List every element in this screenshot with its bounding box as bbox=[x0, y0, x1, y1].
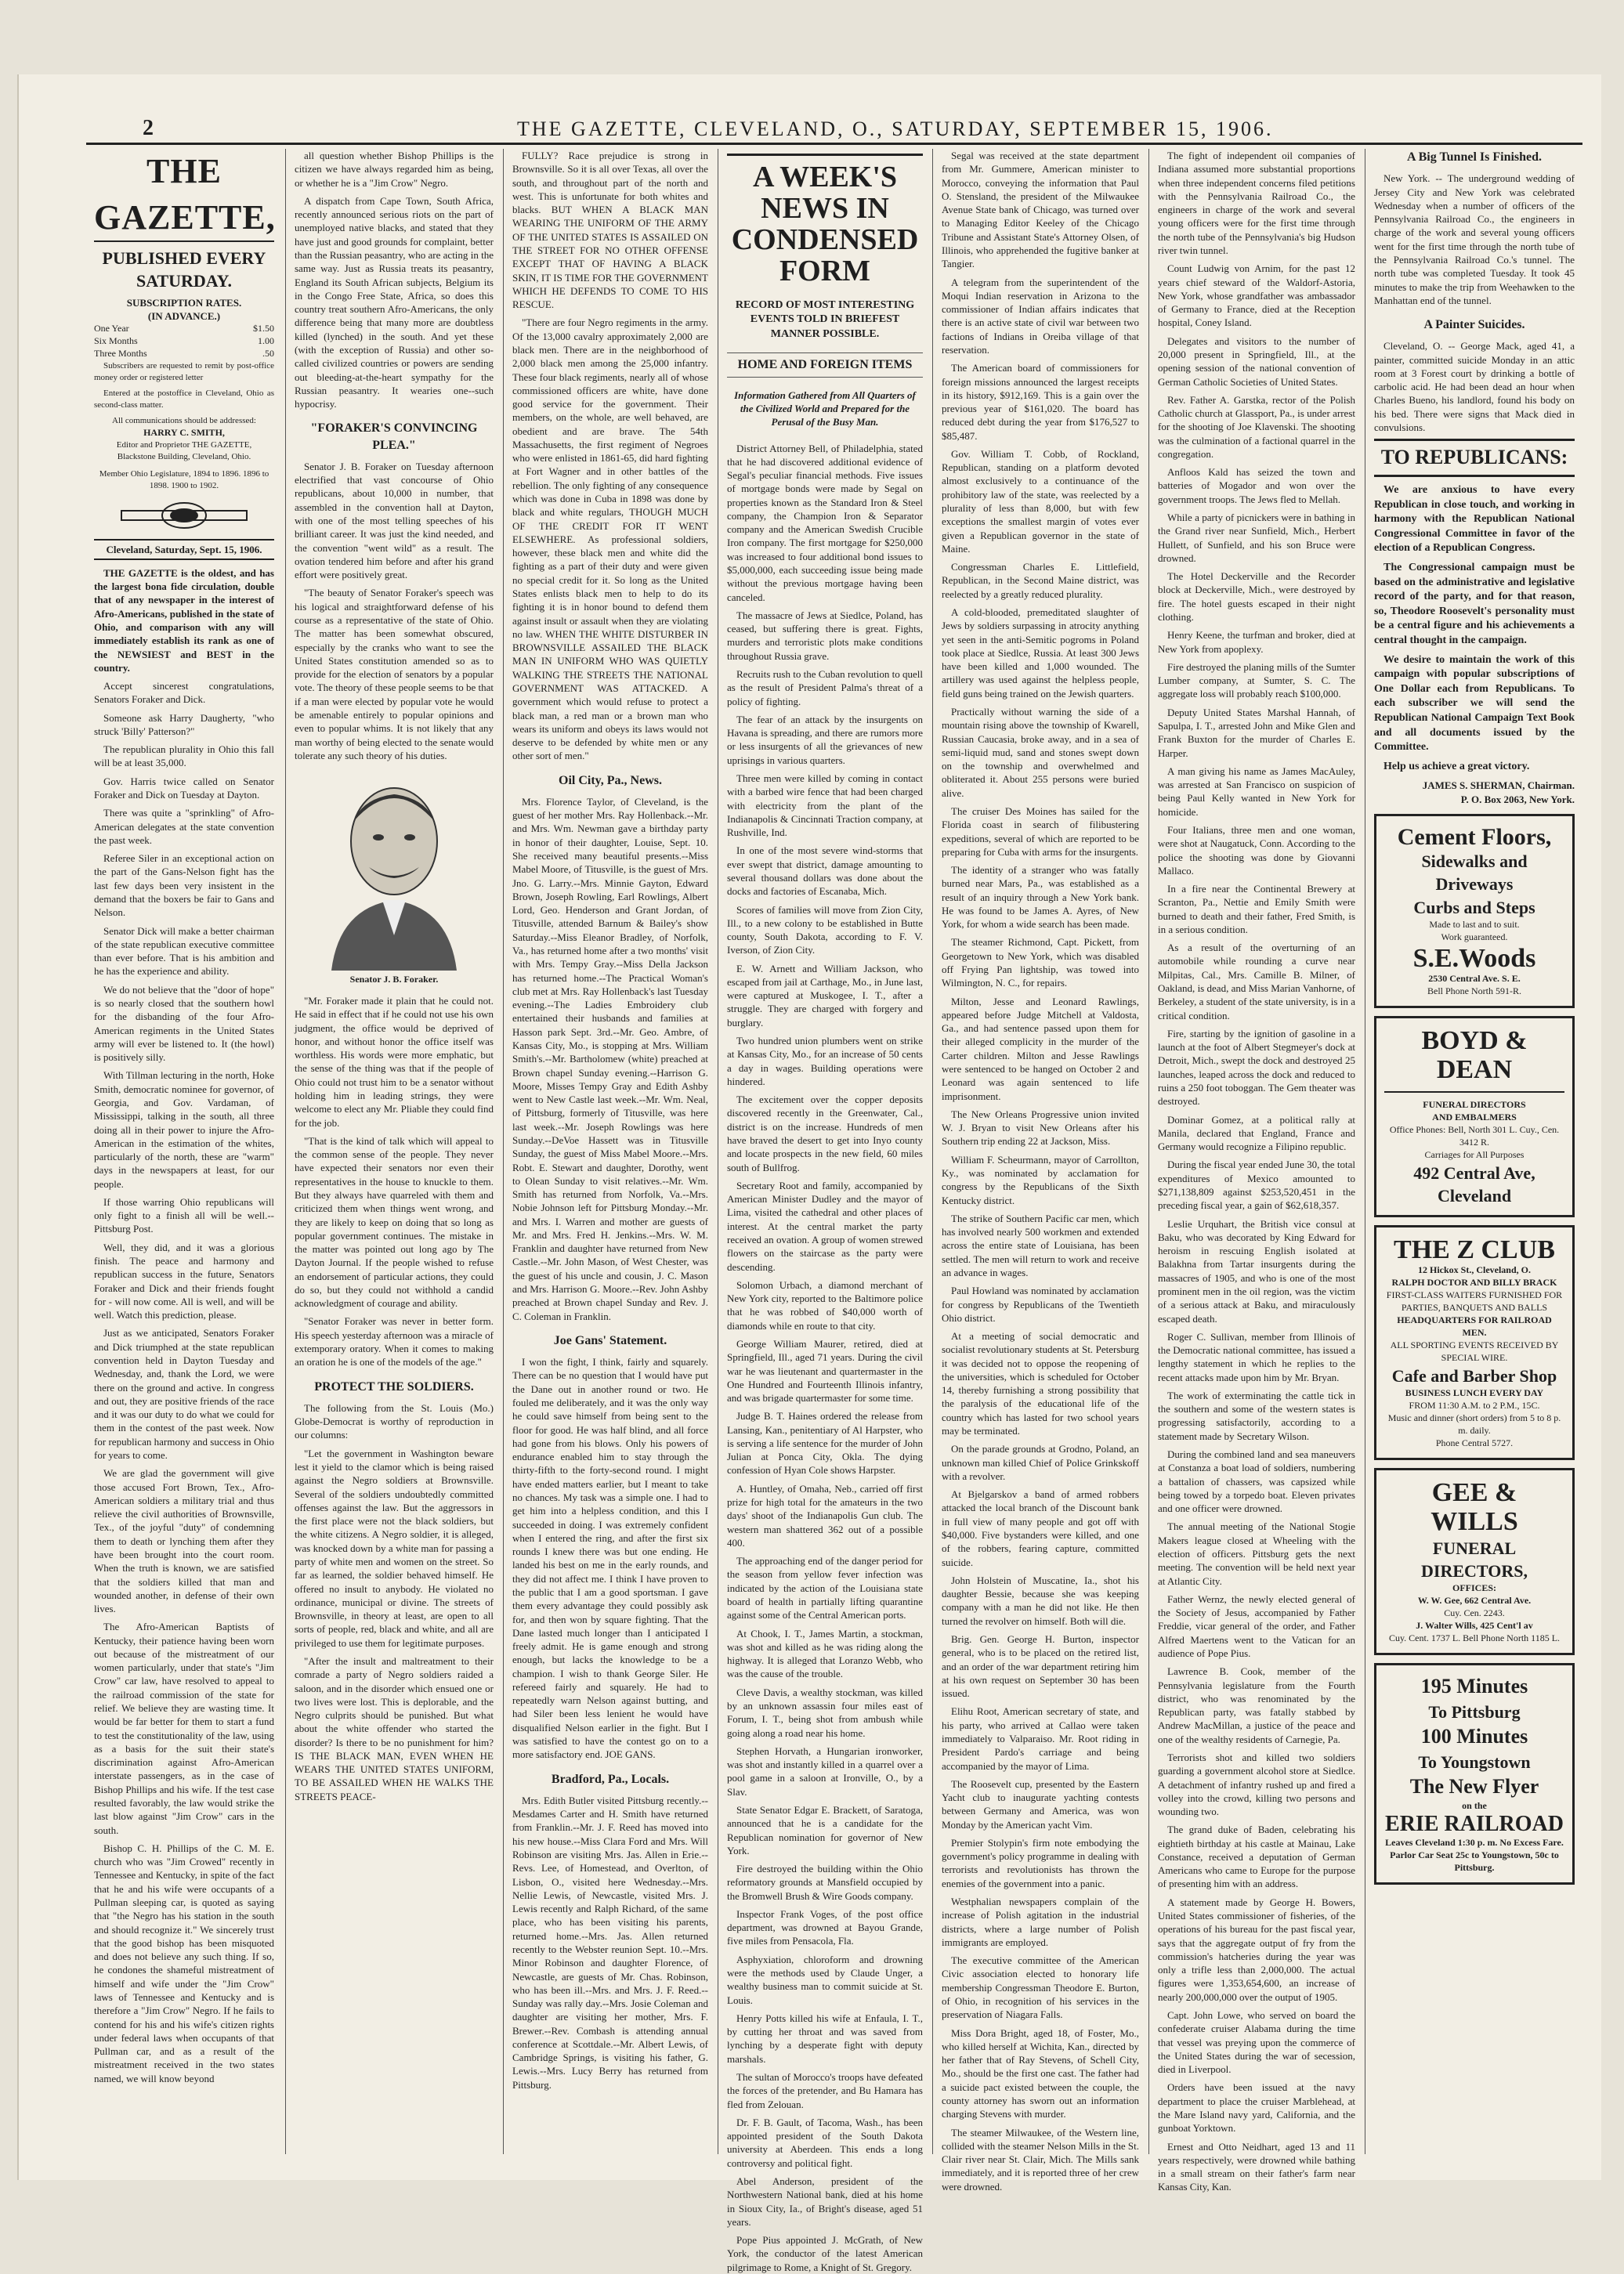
news-item: Lawrence B. Cook, member of the Pennsylvania legislature from the Fourth district, who was renominated by the Republican party, was fatally stabbed by Andrew MacMillan, a justice of the peace and one of the wealthy residents of Carnegie, Pa. bbox=[1158, 1665, 1355, 1745]
article-paragraph: "That is the kind of talk which will appeal to the common sense of the people. They never have expected their senators nor even their representatives in the house to knuckle to them. But they always have quarreled with them and criticized them when things went wrong, and they are likely to keep on doing that so long as popular government continues. The mistake in the matter was pointed out long ago by The Dayton Journal. If the people wished to refuse an endorsement of particular actions, they could do so, but they could not withhold a candid acknowledgment of courage and ability. bbox=[295, 1134, 494, 1310]
article-paragraph: Mrs. Florence Taylor, of Cleveland, is the guest of her mother Mrs. Ray Hollenback.--Mr. and Mrs. Wm. Newman gave a birthday party in honor of their daughter, Louise, Sept. 10. She received many beautiful presents.--Miss Mabel Moore, of Titusville, is the guest of Mrs. Jno. G. Larry.--Mrs. Minnie Gayton, Edward Brown, Joseph Rowling, Earl Rowlings, Albert Lord, Geo. Henderson and Grant Jordan, of Titusville, attended Barnum & Bailey's show Saturday.--Miss Eleanor Bradley, of Norfolk, Va., has returned home after a two months' visit with Mrs. Tempy Gray.--Miss Della Jackson has returned home.--The Practical Woman's club met at Mrs. Ray Hollenback's last Tuesday evening.--The Ladies Embroidery club entertained their husbands and families at Hasson park Sept. 3rd.--Mr. Geo. Ambre, of Kansas City, Mo., is stopping at Mrs. William Smith's.--Mr. Bartholomew (white) preached at Brown chapel Sunday evening.--Harrison G. Moore, Misses Tempy Gray and Edith Ashby went to New Castle last week.--Mr. Wm. Neal, of Pittsburg, formerly of Titusville, was here last week.--Mr. Joseph Rowlings was here Sunday.--DeVoe Hassett was in Titusville Sunday, the guest of Miss Mabel Moore.--Mrs. Robt. E. Stewart and daughter, Dorothy, went to Olean Sunday to visit relatives.--Mr. Wm. Smith has returned from Norfolk, Va.--Mrs. Nobie Johnson left for Pittsburg Monday.--Mr. and Mrs. I. Warren and mother are guests of Mr. and Mrs. Fred H. Jenkins.--Mrs. W. M. Franklin and daughter have returned from New Castle.--Mr. John Mason, of West Chester, was the guest of his uncle and cousin, J. C. Mason and Mrs. Harrison G. Moore.--Rev. John Ashby preached at Brown chapel Sunday and Rev. J. C. Coleman in Franklin. bbox=[512, 795, 708, 1322]
article-paragraph: The following from the St. Louis (Mo.) Globe-Democrat is worthy of reproduction in our columns: bbox=[295, 1401, 494, 1441]
column-3 bbox=[512, 149, 708, 2154]
bradford-headline: Bradford, Pa., Locals. bbox=[551, 1772, 670, 1786]
cement-ad: Cement Floors, Sidewalks and Driveways Curbs and Steps Made to last and to suit. Work guaranteed. S.E.Woods 2530 Central Ave. S. E. Bell Phone North 591-R. bbox=[1374, 814, 1575, 1008]
news-item: The American board of commissioners for foreign missions announced the largest receipts in its history, $912,169. This is a gain over the previous year of $161,020. The board has reduced debt during the year from $176,527 to $85,487. bbox=[942, 362, 1139, 442]
soldiers-headline: PROTECT THE SOLDIERS. bbox=[314, 1379, 474, 1394]
news-item: The annual meeting of the National Stogie Makers league closed at Wheeling with the election of officers. Pittsburg gets the next meeting. The convention will be held next year at Atlantic City. bbox=[1158, 1520, 1355, 1587]
editorial-paragraph: Bishop C. H. Phillips of the C. M. E. church who was "Jim Crowed" recently in Tennessee and Kentucky, in spite of the fact that he and his wife were occupants of a Pullman sleeping car, is quoted as saying that "the Negro has his station in the south and should recognize it." We sincerely trust that the good bishop has been misquoted and does not believe any such thing. If so, he condones the shameful mistreatment of himself and wife under the "Jim Crow" laws of Tennessee and Kentucky and is therefore a "Jim Crow" Negro. If he fails to contend for his and his wife's citizen rights under federal laws when occupants of that Pullman car, and as a result of the mistreatment received in the two states named, we will know beyond bbox=[94, 1842, 274, 2084]
news-item: District Attorney Bell, of Philadelphia, stated that he had discovered additional evidence of Segal's peculiar financial methods. Five issues of mortgage bonds were made by Segal on properties known as the Standard Iron & Steel company, the Champion Iron & Separator company and the American Swedish Crucible Iron company. The first mortgage for $250,000 was increased to four additional bond issues to $5,000,000, each succeeding issue being made without the previous mortgage having been canceled. bbox=[727, 442, 923, 603]
news-item: Fire destroyed the planing mills of the Sumter Lumber company, at Sumter, S. C. The aggregate loss will probably reach $100,000. bbox=[1158, 660, 1355, 700]
news-item: The excitement over the copper deposits discovered recently in the Greenwater, Cal., district is on the increase. Hundreds of men have braved the desert to get into Inyo county and locate prospects in the new field, 60 miles south of Bullfrog. bbox=[727, 1094, 923, 1173]
news-item: William F. Scheurmann, mayor of Carrollton, Ky., was nominated by acclamation for congress by the Republicans of the Sixth Kentucky district. bbox=[942, 1153, 1139, 1206]
editorial-paragraph: Well, they did, and it was a glorious finish. The peace and harmony and republican success in the future, Senators Foraker and Dick and their friends fought for - will now come. All is well, and will be well. Watch this prediction, please. bbox=[94, 1241, 274, 1321]
news-item: Two hundred union plumbers went on strike at Kansas City, Mo., for an increase of 50 cents a day in wages. Building operations were hindered. bbox=[727, 1035, 923, 1087]
news-item: Fire, starting by the ignition of gasoline in a launch at the foot of Albert Stegmeyer's dock at Detroit, Mich., swept the dock and destroyed 25 launches, leaped across the dock and reduced to ruins a 250 foot toboggan. The Gem theater was destroyed. bbox=[1158, 1027, 1355, 1108]
gazette-subtitle: PUBLISHED EVERY SATURDAY. bbox=[102, 248, 266, 291]
news-item: The approaching end of the danger period for the season from yellow fever infection was indicated by the action of the Louisiana state board of health in partially lifting quarantine against some of the Central American ports. bbox=[727, 1555, 923, 1621]
news-item: Rev. Father A. Garstka, rector of the Polish Catholic church at Glassport, Pa., is under arrest for the shooting of Joe Klavenski. The shooting was the culmination of a factional quarrel in the congregation. bbox=[1158, 393, 1355, 460]
news-item: The strike of Southern Pacific car men, which has involved nearly 500 workmen and extended across the entire state of Louisiana, has been settled. The men will return to work and receive an advance in wages. bbox=[942, 1212, 1139, 1278]
article-paragraph: FULLY? Race prejudice is strong in Brownsville. So it is all over Texas, all over the south, and throughout part of the north and west. This is unfortunate for both whites and blacks. BUT WHEN A BLACK MAN WEARING THE UNIFORM OF THE ARMY OF THE UNITED STATES IS ASSAILED ON THE STREET FOR NO OTHER OFFENSE EXCEPT THAT OF HAVING A BLACK SKIN, IT IS TIME FOR THE GOVERNMENT WHICH HE DEFENDS TO COME TO HIS RESCUE. bbox=[512, 150, 708, 311]
news-item: Fire destroyed the building within the Ohio reformatory grounds at Mansfield occupied by the Bromwell Brush & Wire Goods company. bbox=[727, 1863, 923, 1902]
news-item: Three men were killed by coming in contact with a barbed wire fence that had been charged with electricity from the plant of the Indianapolis & Cincinnati Traction company, at Rushville, Ind. bbox=[727, 772, 923, 839]
news-item: Gov. William T. Cobb, of Rockland, Republican, standing on a platform devoted almost exclusively to a continuance of the prohibitory law of the state, was reelected by a plurality of less than 8,000, but with few exceptions the smallest margin of votes ever given a Republican governor in the state of Maine. bbox=[942, 447, 1139, 555]
news-item: The cruiser Des Moines has sailed for the Florida coast in search of filibustering expeditions, several of which are reported to be preparing for Cuba with arms for the insurgents. bbox=[942, 804, 1139, 858]
column-divider bbox=[1148, 149, 1149, 2154]
news-item: The fight of independent oil companies of Indiana assumed more substantial proportions when three independent concerns filed petitions with the Pennsylvania Railroad Co., the engineers in charge of the work and several young officers were for the first time through the north tube of the Pennsylvania's big Hudson river twin tunnel. bbox=[1158, 150, 1355, 256]
republicans-paragraph: We desire to maintain the work of this campaign with popular subscriptions of One Dollar each from Republicans. To each subscriber we will send the Republican National Campaign Text Book and all documents issued by the Committee. bbox=[1374, 653, 1575, 754]
news-item: The New Orleans Progressive union invited W. J. Bryan to visit New Orleans after his Southern trip ending 22 at Jackson, Miss. bbox=[942, 1108, 1139, 1148]
article-paragraph: "After the insult and maltreatment to their comrade a party of Negro soldiers raided a saloon, and in the disorder which ensued one or two lives were lost. This is deplorable, and the Negro culprits should be punished. But what about the white offender who started the disorder? Is there to be no punishment for him? IS THE BLACK MAN, EVEN WHEN HE WEARS THE UNITED STATES UNIFORM, TO BE ASSAILED WHEN HE WALKS THE STREETS PEACE- bbox=[295, 1654, 494, 1802]
article-paragraph: Mrs. Edith Butler visited Pittsburg recently.--Mesdames Carter and H. Smith have returned from Franklin.--Mr. J. F. Reed has moved into his new house.--Miss Clara Ford and Mrs. Will Robinson are visiting Mrs. Jas. Allen in Erie.--Revs. Lee, of Homestead, and Overlton, of Lisbon, O., visited here Wednesday.--Mrs. Nellie Lewis, of Newcastle, visited Mrs. J. Lewis recently and Ralph Richard, of the same place, who has been visiting his parents, returned home.--Mrs. Jas. Allen returned recently to the Webster reunion Sept. 10.--Mrs. Minor Robinson and daughter Florence, of Newcastle, are guests of Mr. Chas. Robinson, who has been ill.--Mrs. and Mrs. J. F. Reed.--Sunday was rally day.--Mrs. Josie Coleman and daughter are visiting her mother, Mrs. F. Brewer.--Rev. Combash is attending annual conference at Scottdale.--Mr. Albert Lewis, of Cambridge Springs, is visiting his father, G. Lewis.--Mrs. Lucy Berry has returned from Pittsburg. bbox=[512, 1794, 708, 2091]
boyd-dean-ad: BOYD & DEAN FUNERAL DIRECTORS AND EMBALMERS Office Phones: Bell, North 301 L. Cuy., Cen. 3412 R. Carriages for All Purposes 492 Central Ave, Cleveland bbox=[1374, 1016, 1575, 1217]
news-item: Paul Howland was nominated by acclamation for congress by Republicans of the Twentieth Ohio district. bbox=[942, 1285, 1139, 1324]
editor-address: Blackstone Building, Cleveland, Ohio. bbox=[117, 451, 251, 461]
news-item: Miss Dora Bright, aged 18, of Foster, Mo., who killed herself at Wichita, Kan., directed by her father that of Ray Stevens, of Schell City, Mo., should be the first one cast. The father had a suicide pact existed between the couple, the county attorney has sworn out an information charging Stevens with murder. bbox=[942, 2026, 1139, 2120]
news-item: At Chook, I. T., James Martin, a stockman, was shot and killed as he was riding along the highway. It is alleged that Loranzo Webb, who was the cause of the trouble. bbox=[727, 1627, 923, 1680]
news-item: Practically without warning the side of a mountain rising above the township of Kwarell, Russian Caucasia, broke away, and in a sea of semi-liquid mud, sand and stones swept down on the township and overwhelmed and obliterated it. About 255 persons were buried alive. bbox=[942, 705, 1139, 799]
column-divider bbox=[503, 149, 504, 2154]
editorial-paragraph: The republican plurality in Ohio this fall will be at least 35,000. bbox=[94, 743, 274, 769]
editorial-paragraph: If those warring Ohio republicans will only fight to a finish all will be well.--Pittsburg Post. bbox=[94, 1195, 274, 1235]
news-item: The identity of a stranger who was fatally burned near Mars, Pa., was established as a result of an inquiry through a New York bank. He was found to be James A. Ayres, of New York, for whom a wide search has been made. bbox=[942, 864, 1139, 931]
republicans-paragraph: Help us achieve a great victory. bbox=[1383, 760, 1530, 772]
editorial-paragraph: With Tillman lecturing in the north, Hoke Smith, democratic nominee for governor, of Georgia, and Gov. Vardaman, of Mississippi, talking in the south, all three doing all in their power to injure the Afro-American in the estimation of the whites, particularly of the north, these are "warm" days in the newspapers at least, for our people. bbox=[94, 1069, 274, 1190]
news-item: Congressman Charles E. Littlefield, Republican, in the Second Maine district, was reelected by a greatly reduced plurality. bbox=[942, 561, 1139, 600]
column-6 bbox=[1158, 149, 1355, 2193]
editorial-paragraph: Gov. Harris twice called on Senator Foraker and Dick on Tuesday at Dayton. bbox=[94, 775, 274, 801]
republicans-paragraph: The Congressional campaign must be based on the administrative and legislative record of the party, and for that reason, so, Theodore Roosevelt's personality must be a central figure and his achievements a central thought in the campaign. bbox=[1374, 561, 1575, 646]
portrait-caption: Senator J. B. Foraker. bbox=[349, 974, 439, 985]
news-item: Segal was received at the state department from Mr. Gummere, American minister to Morocco, conveying the information that Paul O. Stensland, the president of the Milwaukee Avenue State bank of Chicago, was turned over to Managing Editor Keeley of the Chicago Tribune and Assistant State's Attorney Olsen, of Illinois, who apprehended the fugitive banker at Tangier. bbox=[942, 150, 1139, 270]
news-item: Asphyxiation, chloroform and drowning were the methods used by Claude Unger, a wealthy business man to commit suicide at St. Louis. bbox=[727, 1953, 923, 2006]
news-intro: Information Gathered from All Quarters of the Civilized World and Prepared for the Perusal of the Busy Man. bbox=[734, 389, 916, 428]
news-item: The executive committee of the American Civic association elected to honorary life membership Congressman Theodore E. Burton, of Ohio, in recognition of his services in the preservation of Niagara Falls. bbox=[942, 1954, 1139, 2021]
news-item: Cleveland, O. -- George Mack, aged 41, a painter, committed suicide Monday in an attic room at 3 Forest court by drinking a bottle of carbolic acid. He had been dead an hour when Charles Bueno, his landlord, found his body on his bed. There were signs that Mack died in convulsions. bbox=[1374, 340, 1575, 434]
article-paragraph: "Mr. Foraker made it plain that he could not. He said in effect that if he could not use his own judgment, the office would be deprived of honor, and without honor the office itself was worthless. His words were more emphatic, but the sense of the thing was that if the people of Ohio could not trust him to be a senator without holding him in leading strings, they were welcome to elect any Mr. Pliable they could find for the job. bbox=[295, 995, 494, 1129]
news-item: The massacre of Jews at Siedlce, Poland, has ceased, but suffering there is great. Fights, murders and terroristic plots make conditions throughout Russia grave. bbox=[727, 609, 923, 662]
news-item: The sultan of Morocco's troops have defeated the forces of the pretender, and Bu Hamara has fled from Zelouan. bbox=[727, 2071, 923, 2110]
article-paragraph: all question whether Bishop Phillips is the citizen we have always regarded him as being, or whether he is a "Jim Crow" Negro. bbox=[295, 150, 494, 189]
news-item: Capt. John Lowe, who served on board the confederate cruiser Alabama during the time that vessel was preying upon the commerce of the United States during the war of secession, died in Liverpool. bbox=[1158, 2009, 1355, 2076]
erie-railroad-ad: 195 Minutes To Pittsburg 100 Minutes To Youngstown The New Flyer on the ERIE RAILROAD Leaves Cleveland 1:30 p. m. No Excess Fare. Parlor Car Seat 25c to Youngstown, 50c to Pittsburg. bbox=[1374, 1663, 1575, 1885]
news-item: Dr. F. B. Gault, of Tacoma, Wash., has been appointed president of the South Dakota university at Aberdeen. This ends a long controversy and political fight. bbox=[727, 2116, 923, 2169]
news-headline: A WEEK'S NEWS IN CONDENSED FORM bbox=[727, 154, 923, 287]
news-item: Brig. Gen. George H. Burton, inspector general, who is to be placed on the retired list, and an order of the war department retiring him at his own request on September 30 has been issued. bbox=[942, 1632, 1139, 1700]
news-item: Recruits rush to the Cuban revolution to quell as the result of President Palma's threat of a policy of fighting. bbox=[727, 668, 923, 707]
editorial-paragraph: Referee Siler in an exceptional action on the part of the Gans-Nelson fight has the last few days been very insistent in the demand that the boxers be fair to Gans and Nelson. bbox=[94, 852, 274, 919]
editorial-paragraph: We do not believe that the "door of hope" is so nearly closed that the southern howl for the disbanding of the four Afro-American regiments in the United States army will ever be listened to. It (the howl) is positively silly. bbox=[94, 983, 274, 1064]
editorial-items bbox=[94, 679, 274, 2085]
z-club-ad: THE Z CLUB 12 Hickox St., Cleveland, O. RALPH DOCTOR AND BILLY BRACK FIRST-CLASS WAITERS FURNISHED FOR PARTIES, BANQUETS AND BALLS HEADQUARTERS FOR RAILROAD MEN. ALL SPORTING EVENTS RECEIVED BY SPECIAL WIRE. Cafe and Barber Shop BUSINESS LUNCH EVERY DAY FROM 11:30 A.M. to 2 P.M., 15C. Music and dinner (short orders) from 5 to 8 p. m. daily. Phone Central 5727. bbox=[1374, 1225, 1575, 1460]
gans-headline: Joe Gans' Statement. bbox=[553, 1333, 667, 1347]
page-number: 2 bbox=[143, 116, 154, 140]
date-line: Cleveland, Saturday, Sept. 15, 1906. bbox=[94, 539, 274, 560]
news-item: Four Italians, three men and one woman, were shot at Naugatuck, Conn. According to the police the shooting was done by Giovanni Mallaco. bbox=[1158, 823, 1355, 877]
news-item: Henry Potts killed his wife at Enfaula, I. T., by cutting her throat and was saved from lynching by a desperate fight with deputy marshals. bbox=[727, 2012, 923, 2065]
rate-row: Three Months .50 bbox=[94, 348, 274, 359]
news-item: Stephen Horvath, a Hungarian ironworker, was shot and instantly killed in a quarrel over a pool game in a saloon at Ironville, O., by a Slav. bbox=[727, 1744, 923, 1798]
trades-union-seal-icon bbox=[121, 500, 247, 531]
news-item: Orders have been issued at the navy department to place the cruiser Marblehead, at the Mare Island navy yard, California, and the gunboat Yorktown. bbox=[1158, 2081, 1355, 2135]
news-item: The work of exterminating the cattle tick in the southern and some of the western states is progressing satisfactorily, according to a statement made by Secretary Wilson. bbox=[1158, 1389, 1355, 1442]
news-item: The grand duke of Baden, celebrating his eightieth birthday at his castle at Mainau, Lake Constance, received a deputation of German Americans who came to Europe for the purpose of presenting him with an address. bbox=[1158, 1824, 1355, 1890]
news-item: Judge B. T. Haines ordered the release from Lansing, Kan., penitentiary of Al Harpster, who is serving a life sentence for the murder of John Julian at Ponca City, Okla. The dying confession of Hyan Cole shows Harpster. bbox=[727, 1410, 923, 1477]
article-paragraph: "Senator Foraker was never in better form. His speech yesterday afternoon was a miracle of extemporary oratory. When it comes to making an oration he is one of the models of the age." bbox=[295, 1315, 494, 1368]
column-2 bbox=[295, 149, 494, 2154]
article-paragraph: "There are four Negro regiments in the army. Of the 13,000 cavalry approximately 2,000 are black men. There are in the neighborhood of 2,000 black men among the 25,000 infantry. These four black regiments, nearly all of whose commissioned officers are white, have done good service for the government. Their members, on the whole, are well behaved, are obedient and are brave. The 54th Massachusetts, the first regiment of Negroes who were enlisted in 1861-65, did hard fighting at Fort Wagner and in other battles of the rebellion. The only fighting of any consequence which was done in Cuba in 1898 was done by black and white regulars, THOUGH MUCH OF THE CREDIT FOR IT WENT ELSEWHERE. As professional soldiers, however, these black men and white did the fighting as a part of their duty and were given no special credit for it. So long as the United States enlists black men to help to do its fighting it is in honor bound to defend them against insult or assault when they are violating no law. WHEN THE WHITE DISTURBER IN BROWNSVILLE ASSAILED THE BLACK MAN IN UNIFORM WHO WAS QUIETLY WALKING THE STREETS THE NATIONAL GOVERNMENT WAS ATTACKED. A government which would refuse to protect a black man, a red man or a brown man who wears its uniform and obeys its laws would not deserve to be defended by white men or any other sort of men." bbox=[512, 316, 708, 762]
news-item: Abel Anderson, president of the Northwestern National bank, died at his home in Sioux City, Ia., of Bright's disease, aged 51 years. bbox=[727, 2175, 923, 2228]
senator-portrait-icon bbox=[300, 767, 488, 971]
article-paragraph: "The beauty of Senator Foraker's speech was his logical and straightforward defense of his course as a representative of the state of Ohio. The matter has been somewhat obscured, especially by the cranks who want to see the United States constitution amended so as to provide for the election of senators by a popular vote. The theory of these people seems to be that if a man were elected by popular vote he would be amenable entirely to popular opinions and even to popular whims. It is not likely that any man worthy of being elected to the senate would tolerate any such theory of his duties. bbox=[295, 587, 494, 761]
editor-name: HARRY C. SMITH, bbox=[143, 427, 225, 439]
column-5 bbox=[942, 149, 1139, 2193]
news-item: Cleve Davis, a wealthy stockman, was killed by an unknown assassin four miles east of Forum, I. T., being shot from ambush while going along a road near his home. bbox=[727, 1686, 923, 1739]
gazette-info-box bbox=[94, 149, 274, 674]
news-item: On the parade grounds at Grodno, Poland, an unknown man killed Chief of Police Grinkskoff with a revolver. bbox=[942, 1443, 1139, 1482]
gee-wills-ad: GEE & WILLS FUNERAL DIRECTORS, OFFICES: W. W. Gee, 662 Central Ave. Cuy. Cen. 2243. J. Walter Wills, 425 Cent'l av Cuy. Cent. 1737 L. Bell Phone North 1185 L. bbox=[1374, 1468, 1575, 1655]
foraker-headline: "FORAKER'S CONVINCING PLEA." bbox=[310, 421, 478, 452]
column-divider bbox=[932, 149, 933, 2154]
news-item: Roger C. Sullivan, member from Illinois of the Democratic national committee, has issued a lengthy statement in which he replies to the recent attacks made upon him by Mr. Bryan. bbox=[1158, 1330, 1355, 1383]
news-item: Count Ludwig von Arnim, for the past 12 years chief steward of the Waldorf-Astoria, New York, whose grandfather was ambassador of Germany to France, died at the Reception hospital, Coney Island. bbox=[1158, 262, 1355, 329]
news-item: As a result of the overturning of an automobile while rounding a curve near Milpitas, Cal., Mrs. Camille B. Milner, of Oakland, is dead, and Miss Marian Vanhorne, of Berkeley, a student of the state university, is in a critical condition. bbox=[1158, 942, 1355, 1021]
news-item: At Bjelgarskov a band of armed robbers attacked the local branch of the Discount bank in full view of many people and got off with $40,000. Five bystanders were killed, and one of the robbers, fearing capture, committed suicide. bbox=[942, 1488, 1139, 1568]
article-paragraph: Senator J. B. Foraker on Tuesday afternoon electrified that vast concourse of Ohio republicans, about 10,000 in number, that assembled in the convention hall at Dayton, with one of the most telling speeches of his brilliant career. It was just the kind needed, and the convention "went wild" as a result. The ovation tendered him before and after his grand effort were positively great. bbox=[295, 460, 494, 581]
news-item: A statement made by George H. Bowers, United States commissioner of fisheries, of the operations of his bureau for the past fiscal year, says that the aggregate output of fry from the commission's hatcheries during the year was only a trifle less than 2,000,000. The actual figures were 1,353,654,600, an increase of nearly 200,000,000 over the output of 1905. bbox=[1158, 1896, 1355, 2003]
news-item: The steamer Richmond, Capt. Pickett, from Georgetown to New York, which was disabled off Frying Pan lightship, was towed into Wilmington, N. C., for repairs. bbox=[942, 936, 1139, 989]
column-7 bbox=[1374, 149, 1575, 2154]
news-item: A telegram from the superintendent of the Moqui Indian reservation in Arizona to the commissioner of Indian affairs indicates that there is an active state of civil war between two factions of Indians in Oreiba village of that reservation. bbox=[942, 276, 1139, 356]
rate-row: One Year $1.50 bbox=[94, 323, 274, 334]
news-item: Leslie Urquhart, the British vice consul at Baku, who was decorated by King Edward for heroism in rescuing English isolated at Balakhna from Tartar insurgents during the massacres of 1905, and who is one of the most prominent men in the oil region, was the victim of a serious attack at Baku, and miraculously escaped death. bbox=[1158, 1217, 1355, 1325]
article-paragraph: I won the fight, I think, fairly and squarely. There can be no question that I would have put the Dane out in another round or two. He fouled me deliberately, and it was the only way he could save himself from being sent to the floor for good. He was half blind, and all force had gone from his blows. Only his powers of endurance enabled him to stay through the thirty-fifth to the forty-second round. I might have ended matters earlier, but I meant to take no chances. My task was a simple one. I had to get him into a helpless condition, and this I succeeded in doing. I was extremely confident when I entered the ring, and after the first six rounds I knew there was but one ending. He landed his best on me in the early rounds, and they did not affect me. I think I have proven to the public that I am a good sportsman. I gave them every advantage they could possibly ask for, and then won by square fighting. That the Dane lasted much longer than I anticipated I freely admit. He is game enough and strong enough, but lacks the knowledge to be a champion. I wish to thank George Siler. He refereed fairly and squarely. He had to repeatedly warn Nelson against butting, and had Siler been less lenient he would have disqualified Nelson earlier in the fight. But I was satisfied to have the contest go on to a more satisfactory end. JOE GANS. bbox=[512, 1356, 708, 1761]
news-item: Deputy United States Marshal Hannah, of Sapulpa, I. T., arrested John and Mike Glen and Frank Buxton for the murder of Charles E. Harper. bbox=[1158, 706, 1355, 759]
address-line: All communications should be addressed: bbox=[112, 416, 256, 426]
article-paragraph: A dispatch from Cape Town, South Africa, recently announced serious riots on the part of unemployed native blacks, and stated that they have just and good grounds for complaint, better than the Russian peasantry, who are acting in the same way. Just as Russia treats its peasantry, England its South African subjects, Belgium its in the Congo Free State, Africa, so does this country treat southern Afro-Americans, the only difference being that many more are doubtless killed (lynched) in the south. And yet these (with the exception of Russia) and other so-called civilized countries or powers are sending out bleeding-at-the-heart sympathy for the Russian peasantry. It wearies one--such hypocrisy. bbox=[295, 194, 494, 410]
news-item: A man giving his name as James MacAuley, was arrested at San Francisco on suspicion of being Paul Kelly wanted in New York for homicide. bbox=[1158, 765, 1355, 818]
gazette-title: THE GAZETTE, bbox=[94, 149, 274, 242]
rates-table bbox=[94, 323, 274, 360]
legislature-line: Member Ohio Legislature, 1894 to 1896. 1896 to 1898. 1900 to 1902. bbox=[99, 469, 269, 490]
news-item: At a meeting of social democratic and socialist revolutionary students at St. Petersburg it was decided not to oppose the reopening of the universities, which is scheduled for October 14, thereby furnishing a strong possibility that the paralysis of the educational life of the country which has lasted for two school years may be terminated. bbox=[942, 1330, 1139, 1437]
news-item: State Senator Edgar E. Brackett, of Saratoga, announced that he is a candidate for the Republican nomination for governor of New York. bbox=[727, 1803, 923, 1856]
news-item: The steamer Milwaukee, of the Western line, collided with the steamer Nelson Mills in the St. Clair river near St. Clair, Mich. The Mills sank immediately, and it is reported three of her crew were drowned. bbox=[942, 2126, 1139, 2193]
circulation-boast: THE GAZETTE is the oldest, and has the largest bona fide circulation, double that of any newspaper in the interest of Afro-Americans, published in the state of Ohio, and comparison with any will immediately establish its rank as one of the NEWSIEST and BEST in the country. bbox=[94, 566, 274, 674]
news-item: Delegates and visitors to the number of 20,000 present in Springfield, Ill., at the opening session of the national convention of German Catholic Societies of United States. bbox=[1158, 334, 1355, 388]
news-item: New York. -- The underground wedding of Jersey City and New York was celebrated Wednesday when a number of officers of the Pennsylvania Railroad Co., the engineers in charge of the work and several young officers went for the first time through the north tube of the Pennsylvania Railroad Co.'s tunnel. The north tube was completed Tuesday. It took 45 minutes to make the trip from Weehawken to the Manhattan end of the tunnel. bbox=[1374, 172, 1575, 306]
column-4 bbox=[727, 149, 923, 2273]
news-item: The Hotel Deckerville and the Recorder block at Deckerville, Mich., were destroyed by fire. The hotel guests escaped in their night clothing. bbox=[1158, 570, 1355, 623]
page-header bbox=[78, 110, 1582, 141]
news-item: A. Huntley, of Omaha, Neb., carried off first prize for high total for the amateurs in the two days' shoot of the Indianapolis Gun club. The western man shattered 362 out of a possible 400. bbox=[727, 1482, 923, 1549]
news-item: While a party of picnickers were in bathing in the Grand river near Sunfield, Mich., Herbert Hullett, of Sunfield, and his son Bruce were drowned. bbox=[1158, 512, 1355, 564]
oil-city-headline: Oil City, Pa., News. bbox=[559, 773, 662, 787]
column-1 bbox=[94, 149, 274, 2154]
news-item: Dominar Gomez, at a political rally at Manila, declared that England, France and Germany would recognize a Filipino republic. bbox=[1158, 1113, 1355, 1153]
editorial-paragraph: There was quite a "sprinkling" of Afro-American delegates at the state convention the past week. bbox=[94, 807, 274, 846]
news-item: Westphalian newspapers complain of the increase of Polish agitation in the industrial districts, where a large number of Polish immigrants are employed. bbox=[942, 1896, 1139, 1948]
news-item: During the combined land and sea maneuvers at Constanza a boat load of soldiers, numbering a battalion of chassers, was capsized while being towed by a torpedo boat. Eleven privates and one officer were drowned. bbox=[1158, 1448, 1355, 1515]
column-divider bbox=[285, 149, 286, 2154]
editorial-paragraph: Senator Dick will make a better chairman of the state republican executive committee than ever before. That is his ambition and he has the experience and ability. bbox=[94, 924, 274, 978]
editorial-paragraph: Accept sincerest congratulations, Senators Foraker and Dick. bbox=[94, 680, 274, 706]
news-item: Ernest and Otto Neidhart, aged 13 and 11 years respectively, were drowned while bathing in a small stream on their father's farm near Kansas City, Kan. bbox=[1158, 2140, 1355, 2193]
painter-headline: A Painter Suicides. bbox=[1423, 318, 1525, 332]
news-item: In one of the most severe wind-storms that ever swept that district, damage amounting to several thousand dollars was done about the docks and factories of Escanaba, Mich. bbox=[727, 844, 923, 898]
rate-row: Six Months 1.00 bbox=[94, 335, 274, 347]
news-item: Elihu Root, American secretary of state, and his party, who arrived at Callao were taken immediately to Valparaiso. Mr. Root riding in President Pardo's carriage and being accompanied by the mayor of Lima. bbox=[942, 1705, 1139, 1772]
republicans-headline: TO REPUBLICANS: bbox=[1374, 439, 1575, 477]
news-item: Secretary Root and family, accompanied by American Minister Dudley and the mayor of Lima, visited the cathedral and other places of interest. At the central market the party received an ovation. A group of women strewed flowers on the staircase as the party were descending. bbox=[727, 1179, 923, 1273]
news-item: Pope Pius appointed J. McGrath, of New York, the conductor of the latest American pilgrimage to Rome, a Knight of St. Gregory. bbox=[727, 2234, 923, 2273]
article-paragraph: "Let the government in Washington beware lest it yield to the clamor which is being raised against the Negro soldiers at Brownsville. Several of the soldiers undoubtedly committed offenses against the law. But the aggressors in the first place were not the black soldiers, but the white citizens. A Negro soldier, it is alleged, was knocked down by a white man for passing a party of white men and women on the street. So far as learned, the soldier behaved himself. He offered no insult to anybody. He violated no ordinance, municipal or divine. The streets of Brownsville, in theory at least, are open to all sorts of people, red, black and white, and all are privileged to use them for legitimate purposes. bbox=[295, 1447, 494, 1649]
news-item: During the fiscal year ended June 30, the total expenditures of Mexico amounted to $271,138,809 against $253,520,451 in the preceding fiscal year, a gain of $62,618,357. bbox=[1158, 1159, 1355, 1212]
editorial-paragraph: We are glad the government will give those accused Fort Brown, Tex., Afro-American soldiers a military trial and thus relieve the civil authorities of Brownsville, Tex., of the joyful "duty" of condemning them to death or lynching them after they have been brought into the court room. When the truth is known, we are satisfied that the soldiers killed that man and wounded another, in defense of their own lives. bbox=[94, 1467, 274, 1615]
news-section-label: HOME AND FOREIGN ITEMS bbox=[727, 352, 923, 377]
republicans-paragraph: We are anxious to have every Republican in close touch, and working in harmony with the Republican National Congressional Committee in favor of the election of a Republican Congress. bbox=[1374, 483, 1575, 555]
news-item: Inspector Frank Voges, of the post office department, was drowned at Bayou Grande, five miles from Pensacola, Fla. bbox=[727, 1907, 923, 1947]
news-item: In a fire near the Continental Brewery at Scranton, Pa., Nettie and Emily Smith were burned to death and their father, Fred Smith, is in a serious condition. bbox=[1158, 883, 1355, 935]
news-item: Terrorists shot and killed two soldiers guarding a government alcohol store at Siedlce. A detachment of infantry rushed up and fired a volley into the crowd, killing two persons and wounding two. bbox=[1158, 1751, 1355, 1818]
editorial-paragraph: Someone ask Harry Daugherty, "who struck 'Billy' Patterson?" bbox=[94, 711, 274, 737]
news-item: Scores of families will move from Zion City, Ill., to a new colony to be established in Butte county, South Dakota, according to F. V. Iverson, of Zion City. bbox=[727, 903, 923, 956]
masthead: THE GAZETTE, CLEVELAND, O., SATURDAY, SEPTEMBER 15, 1906. bbox=[517, 117, 1274, 140]
news-item: George William Maurer, retired, died at Springfield, Ill., aged 71 years. During the civil war he was lieutenant and quartermaster in the One Hundred and Fourteenth Illinois infantry, and was brigade quartermaster for some time. bbox=[727, 1337, 923, 1405]
news-item: Anfloos Kald has seized the town and batteries of Mogador and won over the government troops. The Jews fled to Mellah. bbox=[1158, 466, 1355, 505]
news-item: Premier Stolypin's firm note embodying the government's policy programme in dealing with terrorists and revolutionists has thrown the enemies of the government into a panic. bbox=[942, 1836, 1139, 1889]
news-item: The Roosevelt cup, presented by the Eastern Yacht club to inaugurate yachting contests between Germany and America, was won Monday by the American yacht Vim. bbox=[942, 1777, 1139, 1831]
news-item: A cold-blooded, premeditated slaughter of Jews by soldiers surpassing in atrocity anything yet seen in the anti-Semitic pogroms in Poland took place at Siedlce, Russia. At least 300 Jews have been killed and 1,000 wounded. The artillery was used against the helpless people, field guns being trained on the Jewish quarters. bbox=[942, 606, 1139, 700]
republicans-address: P. O. Box 2063, New York. bbox=[1460, 793, 1575, 805]
news-item: Solomon Urbach, a diamond merchant of New York city, reported to the Baltimore police that he was robbed of $40,000 worth of diamonds while en route to that city. bbox=[727, 1278, 923, 1332]
news-item: Milton, Jesse and Leonard Rawlings, appeared before Judge Mitchell at Valdosta, Ga., and had sentence passed upon them for their alleged complicity in the murder of the Carter children. Milton and Jesse Rawlings were sentenced to be hanged on October 2 and Leonard was again sentenced to life imprisonment. bbox=[942, 995, 1139, 1102]
rates-note: (IN ADVANCE.) bbox=[147, 309, 221, 322]
editorial-paragraph: The Afro-American Baptists of Kentucky, their patience having been worn out because of the mistreatment of our women particularly, under that state's "Jim Crow" car law, have resolved to appeal to the railroad commission of the state for relief. We believe they are wasting time. It would be far better for them to start a fund to test the constitutionality of the law, using as a basis for the suit their state's discrimination against Afro-American interstate passengers, as in the case of Bishop Phillips and his wife. If the test case resulted favorably, the law would strike the last blow against "Jim Crow" cars in the south. bbox=[94, 1621, 274, 1836]
news-item: Henry Keene, the turfman and broker, died at New York from apoplexy. bbox=[1158, 629, 1355, 655]
republicans-signature: JAMES S. SHERMAN, Chairman. bbox=[1422, 779, 1575, 792]
tunnel-headline: A Big Tunnel Is Finished. bbox=[1406, 150, 1543, 164]
rates-footer: Subscribers are requested to remit by post-office money order or registered letter bbox=[94, 360, 274, 382]
editor-title: Editor and Proprietor THE GAZETTE, bbox=[116, 440, 252, 450]
editorial-paragraph: Just as we anticipated, Senators Foraker and Dick triumphed at the state republican convention held in Dayton Tuesday and Wednesday, and, thank the Lord, we were there on the ground and active. In congress and out, they are positive friends of the race and it was our duty to do what we could for them in the contest of the past week. Now for republican harmony and success in Ohio for years to come. bbox=[94, 1327, 274, 1461]
header-rule bbox=[86, 143, 1582, 145]
news-subheadline: RECORD OF MOST INTERESTING EVENTS TOLD IN BRIEFEST MANNER POSSIBLE. bbox=[735, 298, 915, 340]
entered-notice: Entered at the postoffice in Cleveland, Ohio as second-class matter. bbox=[94, 389, 274, 410]
news-item: Father Wernz, the newly elected general of the Society of Jesus, accompanied by Father Freddie, vicar general of the order, and Father Alfred Maertens went to the Vatican for an audience of Pope Pius. bbox=[1158, 1593, 1355, 1659]
news-item: John Holstein of Muscatine, Ia., shot his daughter Bessie, because she was keeping company with a man he did not like. He then turned the revolver on himself. Both will die. bbox=[942, 1574, 1139, 1627]
news-item: E. W. Arnett and William Jackson, who escaped from jail at Carthage, Mo., in June last, were captured at Muskogee, I. T., after a struggle. They are charged with forgery and burglary. bbox=[727, 962, 923, 1029]
news-item: The fear of an attack by the insurgents on Havana is spreading, and there are rumors more or less insurgents of all the grievances of new uprisings in various quarters. bbox=[727, 713, 923, 766]
rates-title: SUBSCRIPTION RATES. bbox=[126, 296, 242, 309]
